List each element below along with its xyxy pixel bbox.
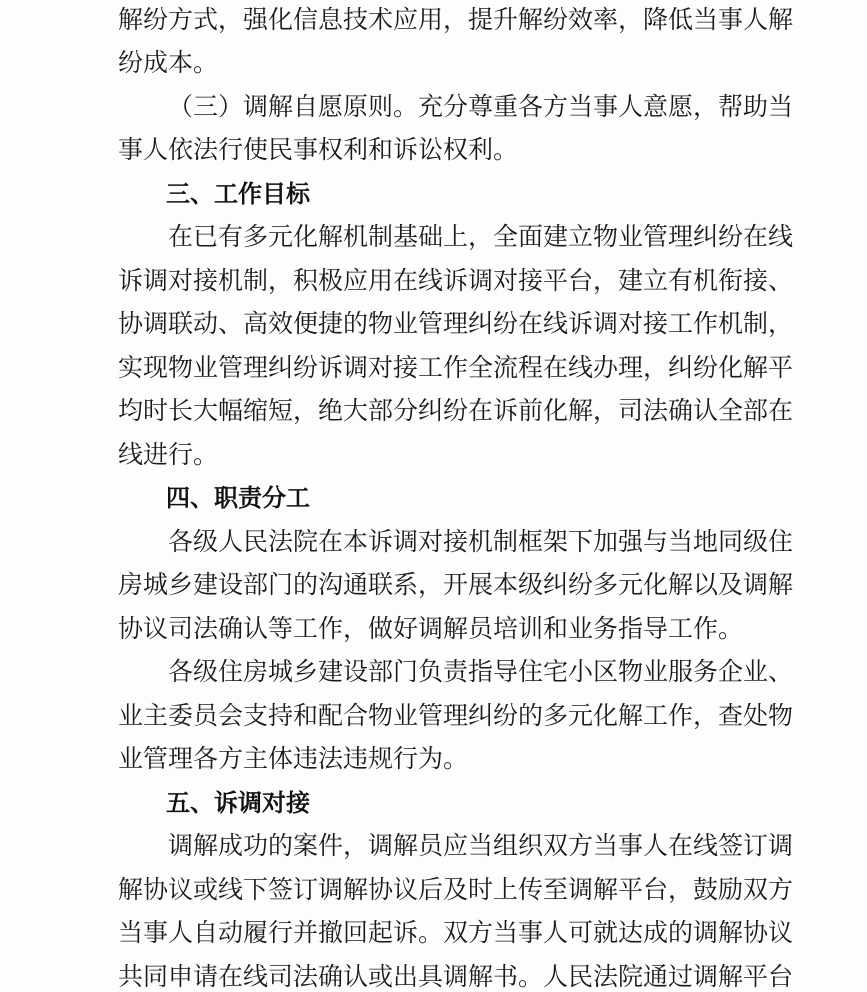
text-line-20: 调解成功的案件，调解员应当组织双方当事人在线签订调 (168, 831, 794, 860)
text-line-23: 共同申请在线司法确认或出具调解书。人民法院通过调解平台 (118, 962, 794, 991)
text-line-9: 实现物业管理纠纷诉调对接工作全流程在线办理，纠纷化解平 (118, 353, 794, 382)
text-line-7: 诉调对接机制，积极应用在线诉调对接平台，建立有机衔接、 (118, 266, 794, 295)
text-line-21: 解协议或线下签订调解协议后及时上传至调解平台，鼓励双方 (118, 875, 794, 904)
section-heading-3: 三、工作目标 (166, 180, 310, 208)
text-line-6: 在已有多元化解机制基础上，全面建立物业管理纠纷在线 (168, 222, 794, 251)
text-line-22: 当事人自动履行并撤回起诉。双方当事人可就达成的调解协议 (118, 918, 794, 947)
text-line-3: （三）调解自愿原则。充分尊重各方当事人意愿，帮助当 (168, 92, 794, 121)
text-line-1: 解纷方式，强化信息技术应用，提升解纷效率，降低当事人解 (118, 5, 794, 34)
text-line-13: 各级人民法院在本诉调对接机制框架下加强与当地同级住 (168, 527, 794, 556)
text-line-4: 事人依法行使民事权利和诉讼权利。 (118, 135, 519, 164)
text-line-2: 纷成本。 (118, 48, 219, 77)
text-line-10: 均时长大幅缩短，绝大部分纠纷在诉前化解，司法确认全部在 (118, 396, 794, 425)
section-heading-5: 五、诉调对接 (166, 789, 310, 817)
text-line-17: 业主委员会支持和配合物业管理纠纷的多元化解工作，查处物 (118, 701, 794, 730)
text-line-15: 协议司法确认等工作，做好调解员培训和业务指导工作。 (118, 614, 744, 643)
text-line-16: 各级住房城乡建设部门负责指导住宅小区物业服务企业、 (168, 657, 794, 686)
text-line-11: 线进行。 (118, 440, 219, 469)
text-line-14: 房城乡建设部门的沟通联系，开展本级纠纷多元化解以及调解 (118, 570, 794, 599)
text-line-8: 协调联动、高效便捷的物业管理纠纷在线诉调对接工作机制， (118, 309, 794, 338)
section-heading-4: 四、职责分工 (166, 484, 310, 512)
text-line-18: 业管理各方主体违法违规行为。 (118, 744, 469, 773)
